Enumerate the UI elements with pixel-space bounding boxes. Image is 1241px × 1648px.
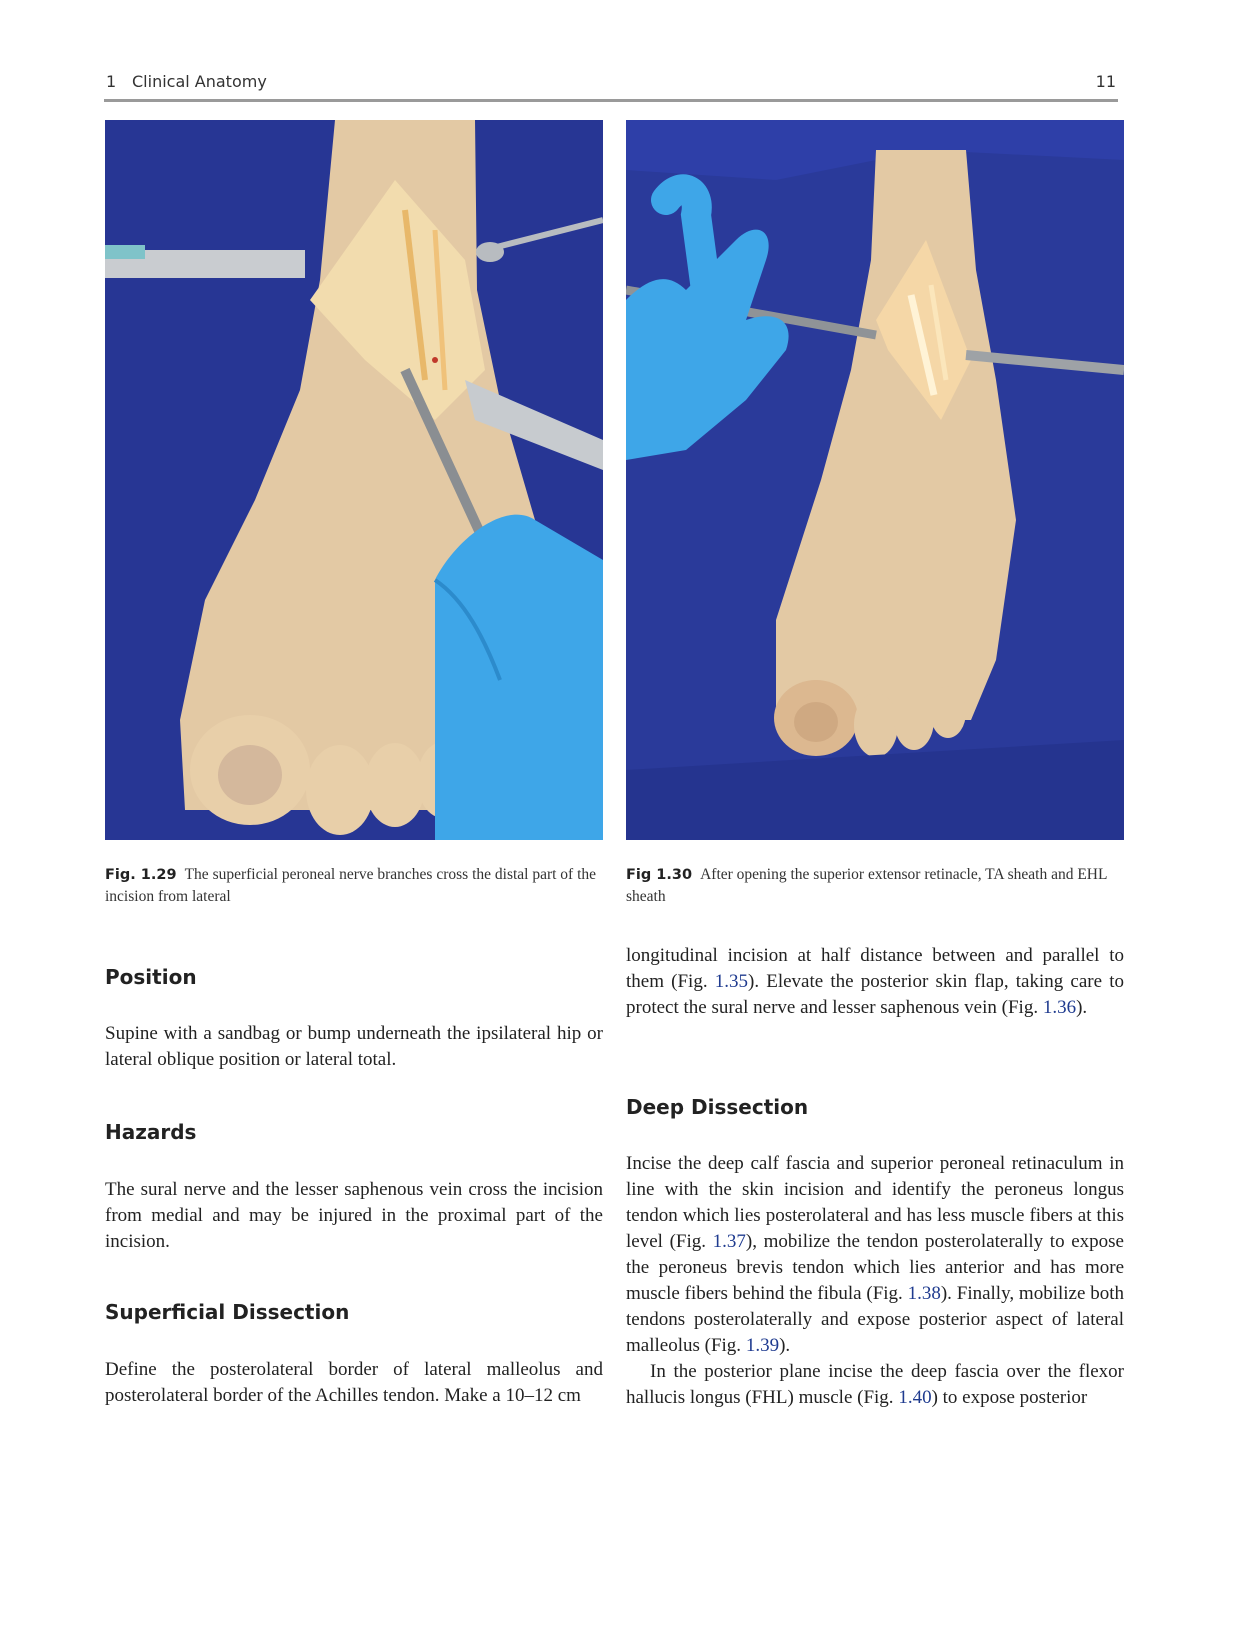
deep-dissection-paragraph-1 [626, 1151, 1124, 1359]
caption-text: The superficial peroneal nerve branches cross the distal part of the incision from lateral [105, 866, 597, 905]
text-run: ). Finally, mobilize both tendons posterolaterally and expose posterior aspect of lateral malleolus (Fig. [626, 1283, 1124, 1356]
figure-1-29-caption [105, 864, 603, 907]
figure-1-30-photo [626, 120, 1124, 840]
text-run: Incise the deep calf fascia and superior peroneal retinaculum in line with the skin incision and identify the peroneus longus tendon which lies posterolateral and has less muscle fibers at this level (Fig. [626, 1153, 1124, 1252]
chapter-number: 1 [106, 72, 117, 91]
text-run: ) to expose posterior [931, 1387, 1088, 1408]
text-run: ), mobilize the tendon posterolaterally to expose the peroneus brevis tendon which lies anterior and has more muscle fibers behind the fibula (Fig. [626, 1231, 1124, 1304]
text-run: ). Elevate the posterior skin flap, taking care to protect the sural nerve and lesser saphenous vein (Fig. [626, 971, 1124, 1018]
header-rule [104, 99, 1118, 102]
page-number: 11 [1095, 72, 1116, 91]
paragraph-text: Define the posterolateral border of lateral malleolus and posterolateral border of the Achilles tendon. Make a 10–12 cm [105, 1359, 603, 1406]
figure-reference-link[interactable]: 1.40 [898, 1387, 932, 1408]
running-head [104, 70, 1118, 98]
hazards-paragraph [105, 1177, 603, 1255]
figure-reference-link[interactable]: 1.36 [1042, 997, 1077, 1018]
figure-label: Fig. 1.29 [105, 867, 177, 883]
superficial-dissection-paragraph [105, 1357, 603, 1409]
figure-reference-link[interactable]: 1.38 [907, 1283, 941, 1304]
figure-1-29-photo [105, 120, 603, 840]
paragraph-text: Supine with a sandbag or bump underneath the ipsilateral hip or lateral oblique position or lateral total. [105, 1023, 603, 1070]
deep-dissection-text [626, 1151, 1124, 1411]
heading-deep-dissection: Deep Dissection [626, 1095, 809, 1119]
chapter-title: Clinical Anatomy [132, 72, 267, 91]
deep-dissection-paragraph-2 [626, 1359, 1124, 1411]
position-paragraph [105, 1021, 603, 1073]
text-run: ). [1076, 997, 1088, 1018]
continued-paragraph [626, 943, 1124, 1021]
figure-label: Fig 1.30 [626, 867, 693, 883]
text-run: ). [779, 1335, 791, 1356]
text-run: In the posterior plane incise the deep fascia over the flexor hallucis longus (FHL) muscle (Fig. [626, 1361, 1124, 1408]
figure-1-30-caption [626, 864, 1124, 907]
figure-reference-link[interactable]: 1.39 [745, 1335, 780, 1356]
heading-superficial-dissection: Superficial Dissection [105, 1300, 350, 1324]
figure-reference-link[interactable]: 1.37 [712, 1231, 746, 1252]
caption-text: After opening the superior extensor retinacle, TA sheath and EHL sheath [626, 866, 1107, 905]
paragraph-text: The sural nerve and the lesser saphenous vein cross the incision from medial and may be injured in the proximal part of the incision. [105, 1179, 603, 1252]
heading-hazards: Hazards [105, 1120, 197, 1144]
text-run: longitudinal incision at half distance between and parallel to them (Fig. [626, 945, 1124, 992]
heading-position: Position [105, 965, 197, 989]
figure-reference-link[interactable]: 1.35 [714, 971, 748, 992]
